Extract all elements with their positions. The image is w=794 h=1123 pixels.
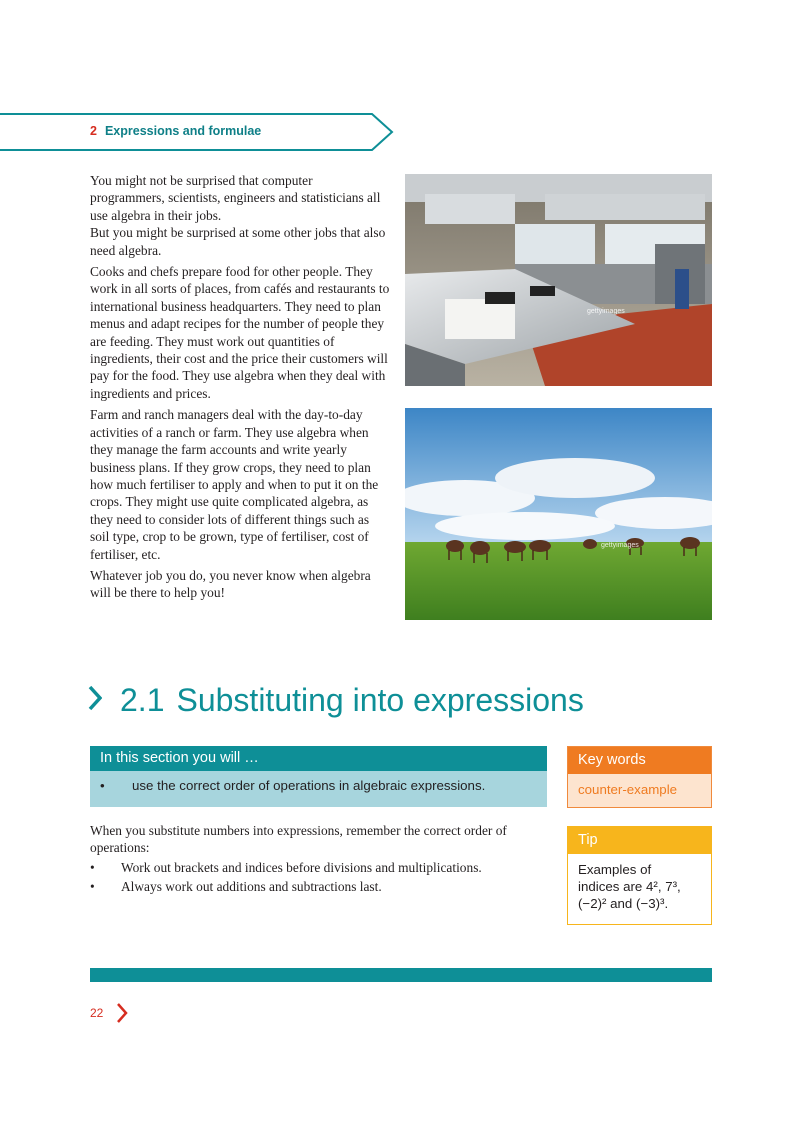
kitchen-illustration <box>405 174 712 386</box>
key-words-header: Key words <box>568 747 711 774</box>
objectives-box <box>90 746 547 807</box>
key-words-box <box>567 746 712 808</box>
list-item-text: Work out brackets and indices before divisions and multiplications. <box>121 859 482 875</box>
chevron-right-icon <box>116 1002 128 1029</box>
chevron-right-icon <box>88 682 102 719</box>
objectives-header: In this section you will … <box>90 746 547 771</box>
section-title: Substituting into expressions <box>176 682 584 718</box>
list-item <box>90 878 555 895</box>
chapter-title-text: Expressions and formulae <box>104 124 262 138</box>
bullet: • <box>90 879 95 895</box>
photo-watermark: gettyimages <box>587 308 625 315</box>
tip-box <box>567 826 712 925</box>
tip-line: indices are 4², 7³, <box>578 879 681 894</box>
page-number: 22 <box>90 1006 104 1020</box>
horses-illustration <box>405 408 712 620</box>
intro-text <box>90 172 390 606</box>
key-word: counter-example <box>578 782 678 797</box>
list-item-text: Always work out additions and subtractions last. <box>121 879 382 895</box>
kitchen-photo <box>405 174 712 386</box>
tip-line: Examples of <box>578 862 652 877</box>
objectives-item <box>90 771 547 807</box>
photo-watermark: gettyimages <box>601 542 639 549</box>
bullet: • <box>90 859 95 875</box>
bullet: • <box>100 778 105 793</box>
list-item <box>90 859 555 876</box>
tip-text <box>568 854 711 912</box>
intro-paragraph: But you might be surprised at some other jobs that also need algebra. <box>90 225 386 258</box>
chapter-number: 2 <box>90 124 97 138</box>
substitution-paragraph: When you substitute numbers into expressions, remember the correct order of operations: <box>90 823 507 856</box>
intro-paragraph: Cooks and chefs prepare food for other people. They work in all sorts of places, from cafés and restaurants to international business headquarters. They need to plan menus and adapt recipes for the number of people they are feeding. They must work out quantities of ingredients, their cost and the price their customers will pay for the food. They use algebra when they deal with ingredients and prices. <box>90 264 390 401</box>
intro-paragraph: Whatever job you do, you never know when algebra will be there to help you! <box>90 567 371 601</box>
intro-paragraph: You might not be surprised that computer programmers, scientists, engineers and statisticians all use algebra in their jobs. <box>90 173 381 223</box>
section-number: 2.1 <box>120 682 165 718</box>
chapter-title <box>90 124 261 138</box>
intro-paragraph: Farm and ranch managers deal with the day-to-day activities of a ranch or farm. They use algebra when they manage the farm accounts and write yearly business plans. If they grow crops, they need to plan how much fertiliser to apply and when to put it on the crops. They might use quite complicated algebra, as they need to consider lots of different things such as soil type, crop to be grown, type of fertiliser, cost of fertiliser, etc. <box>90 407 379 562</box>
tip-header: Tip <box>568 827 711 854</box>
substitution-text <box>90 822 555 898</box>
order-of-operations-list <box>90 859 555 896</box>
footer-bar <box>90 968 712 982</box>
section-heading <box>88 682 584 719</box>
horses-photo <box>405 408 712 620</box>
objectives-item-text: use the correct order of operations in algebraic expressions. <box>132 778 486 793</box>
tip-line: (−2)² and (−3)³. <box>578 896 669 911</box>
